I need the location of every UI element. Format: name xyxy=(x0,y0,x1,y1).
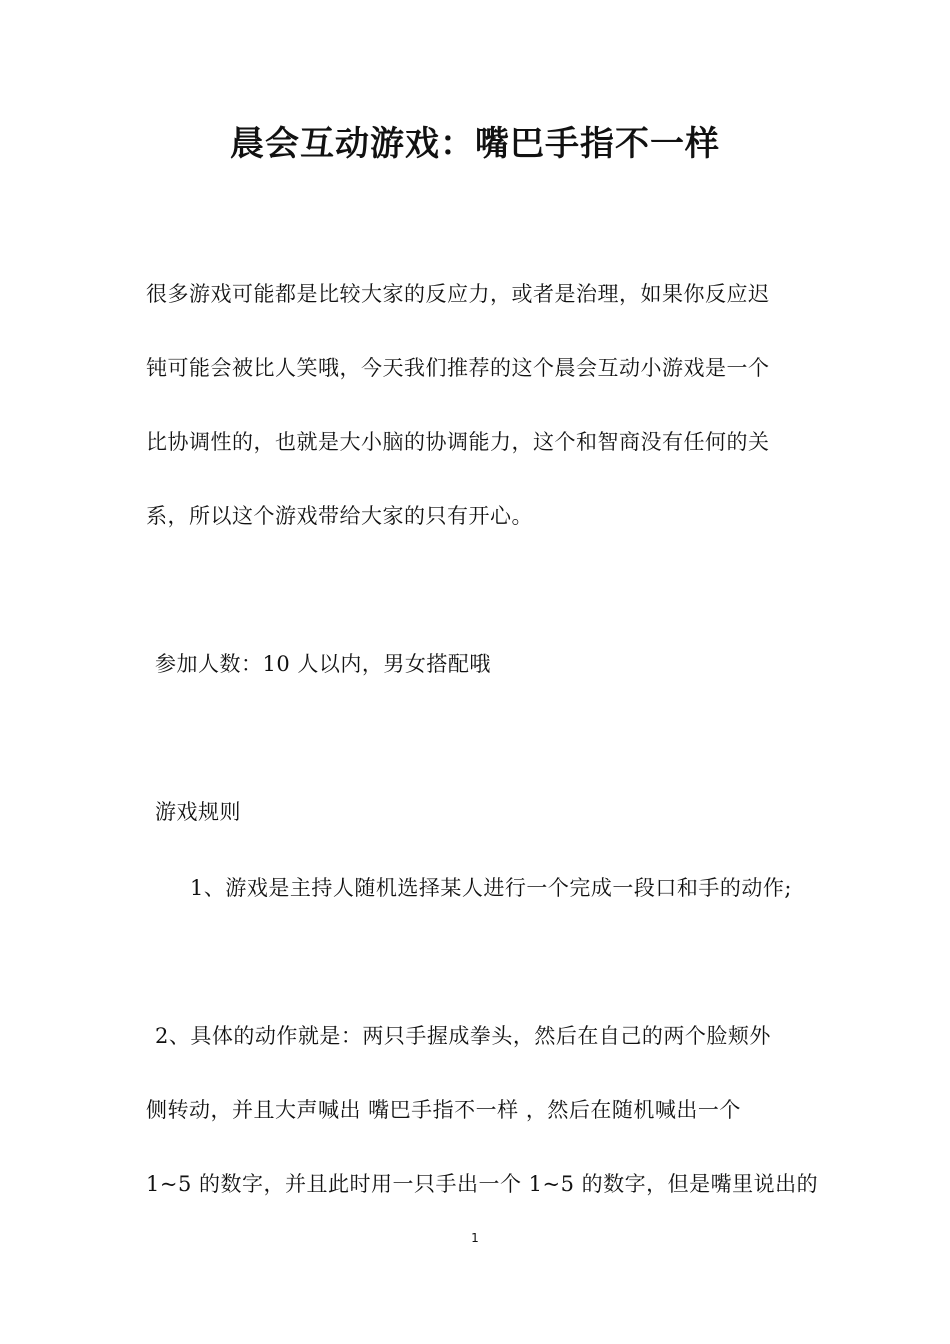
section-heading: 游戏规则 xyxy=(155,800,241,824)
paragraph-line: 1~5 的数字，并且此时用一只手出一个 1~5 的数字，但是嘴里说出的 xyxy=(146,1172,819,1196)
paragraph-line: 钝可能会被比人笑哦，今天我们推荐的这个晨会互动小游戏是一个 xyxy=(146,356,770,380)
rule-item: 1、游戏是主持人随机选择某人进行一个完成一段口和手的动作; xyxy=(190,876,792,900)
paragraph-line: 系，所以这个游戏带给大家的只有开心。 xyxy=(146,504,533,528)
paragraph-line: 侧转动，并且大声喊出 嘴巴手指不一样 ，然后在随机喊出一个 xyxy=(146,1098,741,1122)
paragraph-line: 很多游戏可能都是比较大家的反应力，或者是治理，如果你反应迟 xyxy=(146,282,770,306)
page-number: 1 xyxy=(471,1231,479,1245)
participants-line: 参加人数：10 人以内，男女搭配哦 xyxy=(155,652,491,676)
document-title: 晨会互动游戏：嘴巴手指不一样 xyxy=(230,124,720,164)
paragraph-line: 比协调性的，也就是大小脑的协调能力，这个和智商没有任何的关 xyxy=(146,430,770,454)
rule-item: 2、具体的动作就是：两只手握成拳头，然后在自己的两个脸颊外 xyxy=(155,1024,771,1048)
